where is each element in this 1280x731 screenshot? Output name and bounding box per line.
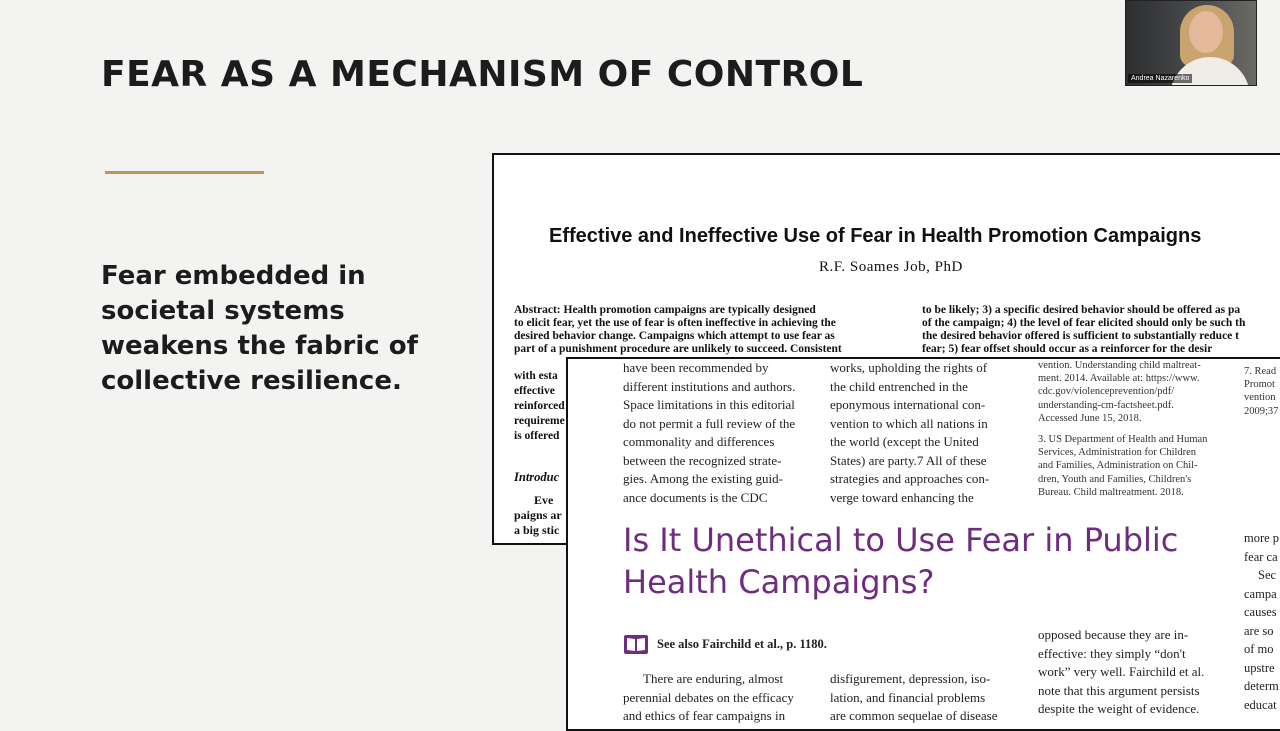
see-also-note	[623, 632, 827, 656]
text-fragment: Sec	[1258, 568, 1277, 582]
text-line: do not permit a full review of the	[623, 415, 796, 431]
text-line: There are enduring, almost	[643, 671, 784, 686]
reference-line: vention. Understanding child maltreat-	[1038, 360, 1201, 371]
text-fragment: campa	[1244, 586, 1277, 601]
abstract-line: to be likely; 3) a specific desired behavior should be offered as pa	[922, 304, 1241, 316]
abstract-line: fear; 5) fear offset should occur as a reinforcer for the desir	[922, 343, 1213, 355]
text-fragment: requireme	[514, 415, 565, 427]
front-body-col-2	[830, 670, 997, 726]
abstract-label: Abstract:	[514, 304, 561, 316]
text-line: verge toward enhancing the	[830, 489, 974, 505]
front-body-col-3	[1038, 626, 1204, 719]
text-line: opposed because they are in-	[1038, 627, 1189, 642]
abstract-line: to elicit fear, yet the use of fear is often ineffective in achieving the	[514, 317, 836, 329]
back-article-intro-heading: Introduc	[514, 470, 560, 484]
reference-line: 3. US Department of Health and Human	[1038, 434, 1208, 446]
back-article-title: Effective and Ineffective Use of Fear in Health Promotion Campaigns	[549, 225, 1202, 247]
text-line: different institutions and authors.	[623, 378, 796, 394]
reference-line: Services, Administration for Children	[1038, 447, 1197, 459]
text-line: are common sequelae of disease	[830, 708, 998, 723]
abstract-line: Health promotion campaigns are typically designed	[563, 304, 816, 316]
reference-line: Promot	[1244, 379, 1275, 391]
text-line: perennial debates on the efficacy	[623, 689, 794, 705]
text-fragment: upstre	[1244, 660, 1275, 675]
reference-line: ment. 2014. Available at: https://www.	[1038, 373, 1200, 385]
front-right-edge-column	[1244, 529, 1279, 714]
text-line: and ethics of fear campaigns in	[623, 708, 786, 723]
participant-name-label: Andrea Nazarenko	[1128, 74, 1192, 83]
back-article-abstract-right	[922, 304, 1280, 356]
text-fragment: determ	[1244, 679, 1279, 693]
text-line: ance documents is the CDC	[623, 489, 768, 505]
reference-line: Bureau. Child maltreatment. 2018.	[1038, 486, 1184, 498]
text-line: gies. Among the existing guid-	[623, 471, 783, 486]
text-fragment: causes	[1244, 605, 1277, 619]
reference-line: 2009;37	[1244, 405, 1279, 417]
text-line: work” very well. Fairchild et al.	[1038, 664, 1205, 679]
text-fragment: a big stic	[514, 523, 560, 537]
back-article-intro-text	[514, 493, 562, 538]
participant-face	[1189, 11, 1223, 53]
text-fragment: is offered	[514, 430, 560, 442]
text-line: strategies and approaches con-	[830, 471, 990, 486]
reference-line: 7. Read	[1244, 366, 1277, 377]
reference-line: dren, Youth and Families, Children's	[1038, 473, 1192, 485]
reference-line: Accessed June 15, 2018.	[1038, 412, 1142, 424]
title-accent-divider	[105, 171, 264, 174]
text-line: effective: they simply “don't	[1038, 645, 1186, 661]
front-references	[1038, 359, 1207, 499]
text-fragment: reinforced	[514, 400, 565, 412]
reference-line: vention	[1244, 392, 1276, 404]
back-article-abstract	[514, 304, 892, 356]
abstract-line: desired behavior change. Campaigns which attempt to use fear as	[514, 330, 835, 342]
text-line: have been recommended by	[623, 360, 769, 375]
reference-spacer	[1038, 425, 1207, 433]
back-article-author: R.F. Soames Job, PhD	[819, 259, 963, 275]
back-article-left-fragments	[514, 369, 574, 444]
reference-line: and Families, Administration on Chil-	[1038, 460, 1198, 472]
front-article-clipping	[566, 357, 1280, 731]
abstract-line: of the campaign; 4) the level of fear elicited should only be such th	[922, 317, 1246, 329]
text-fragment: paigns ar	[514, 508, 562, 522]
abstract-line: the desired behavior offered is sufficient to substantially reduce t	[922, 330, 1239, 342]
text-fragment: educat	[1244, 697, 1277, 712]
text-fragment: with esta	[514, 370, 558, 382]
front-col-1	[623, 359, 795, 507]
text-line: between the recognized strate-	[623, 452, 782, 468]
text-fragment: Eve	[534, 493, 554, 507]
front-body-col-1	[623, 670, 794, 726]
text-fragment: fear ca	[1244, 549, 1278, 564]
text-line: lation, and financial problems	[830, 689, 986, 705]
text-line: commonality and differences	[623, 434, 775, 449]
text-line: the world (except the United	[830, 434, 979, 449]
text-line: eponymous international con-	[830, 397, 986, 412]
text-fragment: more p	[1244, 531, 1280, 545]
text-line: despite the weight of evidence.	[1038, 701, 1200, 716]
front-references-right	[1244, 365, 1278, 418]
text-line: works, upholding the rights of	[830, 360, 988, 375]
front-col-2	[830, 359, 989, 507]
participant-video-tile[interactable]	[1125, 0, 1257, 86]
text-line: vention to which all nations in	[830, 415, 988, 431]
slide-title: FEAR AS A MECHANISM OF CONTROL	[101, 54, 864, 95]
open-book-icon	[623, 632, 649, 656]
front-article-title: Is It Unethical to Use Fear in Public Health Campaigns?	[623, 521, 1179, 601]
text-fragment: effective	[514, 385, 555, 397]
text-line: disfigurement, depression, iso-	[830, 671, 991, 686]
text-line: States) are party.7 All of these	[830, 452, 987, 468]
reference-line: understanding-cm-factsheet.pdf.	[1038, 399, 1174, 411]
slide-body-text: Fear embedded in societal systems weakens the fabric of collective resilience.	[101, 261, 418, 396]
reference-line: cdc.gov/violenceprevention/pdf/	[1038, 386, 1175, 398]
text-fragment: of mo	[1244, 642, 1274, 656]
abstract-line: part of a punishment procedure are unlikely to succeed. Consistent	[514, 343, 842, 355]
see-also-text: See also Fairchild et al., p. 1180.	[657, 636, 827, 651]
text-line: Space limitations in this editorial	[623, 397, 795, 412]
text-line: note that this argument persists	[1038, 682, 1200, 698]
text-fragment: are so	[1244, 623, 1274, 638]
text-line: the child entrenched in the	[830, 378, 968, 394]
